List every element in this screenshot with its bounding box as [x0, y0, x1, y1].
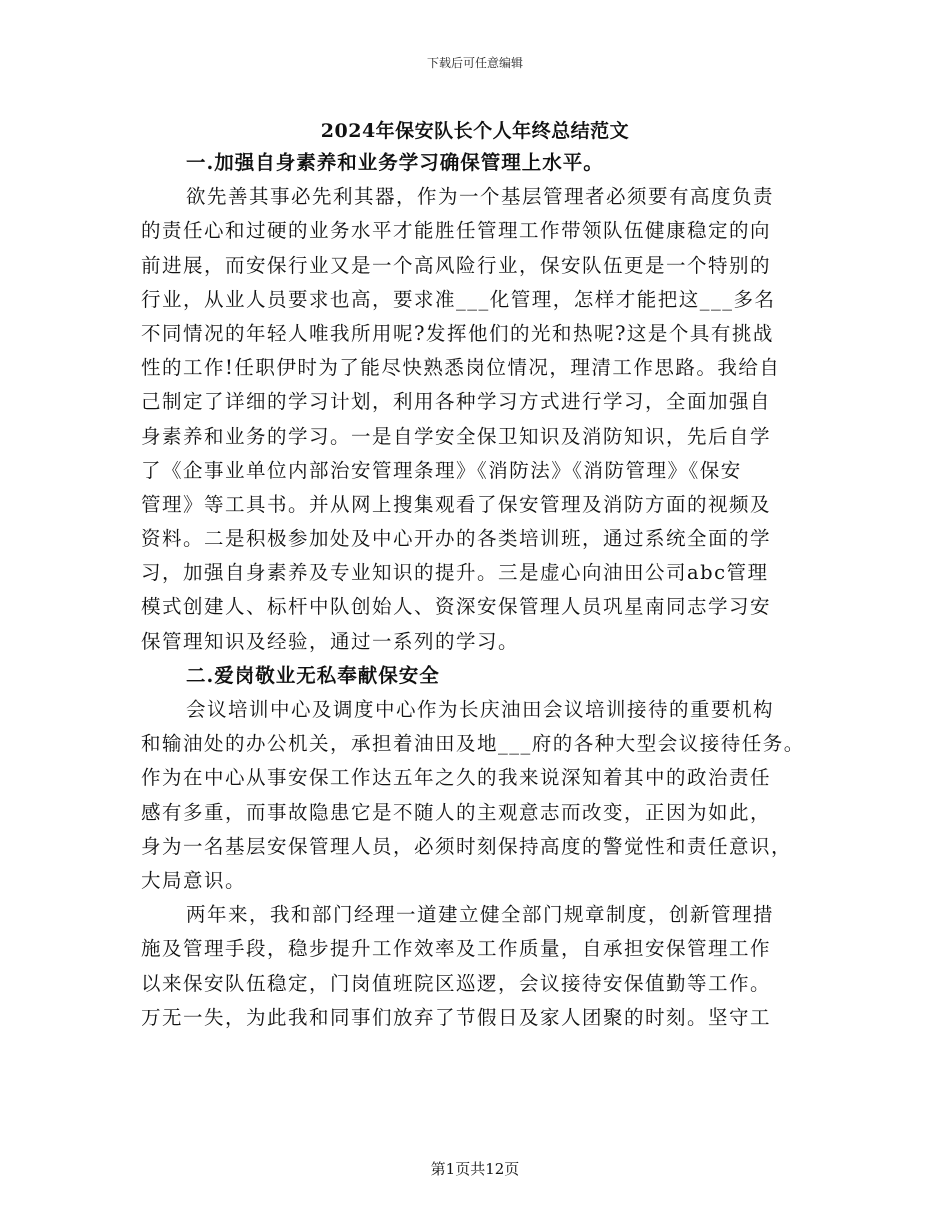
- paragraph-line: 的责任心和过硬的业务水平才能胜任管理工作带领队伍健康稳定的向: [141, 219, 772, 243]
- paragraph-line: 己制定了详细的学习计划，利用各种学习方式进行学习，全面加强自: [141, 390, 772, 414]
- paragraph-line: 万无一失，为此我和同事们放弃了节假日及家人团聚的时刻。坚守工: [141, 1005, 772, 1029]
- paragraph-line: 会议培训中心及调度中心作为长庆油田会议培训接待的重要机构: [186, 698, 775, 721]
- paragraph-line: 感有多重，而事故隐患它是不随人的主观意志而改变，正因为如此，: [141, 800, 772, 824]
- header-note: 下载后可任意编辑: [426, 56, 523, 70]
- paragraph-line: 管理》等工具书。并从网上搜集观看了保安管理及消防方面的视频及: [141, 492, 772, 516]
- paragraph-line: 不同情况的年轻人唯我所用呢?发挥他们的光和热呢?这是个具有挑战: [141, 321, 774, 345]
- document-body: [141, 146, 821, 1035]
- document-title: 2024年保安队长个人年终总结范文: [320, 120, 630, 142]
- paragraph-line: 欲先善其事必先利其器，作为一个基层管理者必须要有高度负责: [186, 185, 775, 209]
- paragraph-line: 保管理知识及经验，通过一系列的学习。: [141, 629, 520, 653]
- paragraph-line: 资料。二是积极参加处及中心开办的各类培训班，通过系统全面的学: [141, 527, 772, 551]
- section-heading: 一.加强自身素养和业务学习确保管理上水平。: [186, 151, 604, 174]
- paragraph-line: 施及管理手段，稳步提升工作效率及工作质量，自承担安保管理工作: [141, 937, 772, 961]
- paragraph-line: 身为一名基层安保管理人员，必须时刻保持高度的警觉性和责任意识，: [141, 834, 793, 858]
- paragraph-line: 模式创建人、标杆中队创始人、资深安保管理人员巩星南同志学习安: [141, 595, 772, 619]
- paragraph-line: 以来保安队伍稳定，门岗值班院区巡逻，会议接待安保值勤等工作。: [141, 971, 772, 995]
- paragraph-line: 大局意识。: [141, 868, 247, 892]
- paragraph-line: 两年来，我和部门经理一道建立健全部门规章制度，创新管理措: [186, 903, 775, 927]
- paragraph-line: 身素养和业务的学习。一是自学安全保卫知识及消防知识，先后自学: [141, 424, 772, 448]
- page-footer: 第1页共12页: [430, 1160, 520, 1178]
- paragraph-line: 性的工作!任职伊时为了能尽快熟悉岗位情况，理清工作思路。我给自: [141, 356, 781, 380]
- paragraph-line: 前进展，而安保行业又是一个高风险行业，保安队伍更是一个特别的: [141, 253, 772, 277]
- paragraph-line: 了《企事业单位内部治安管理条理》《消防法》《消防管理》《保安: [141, 458, 742, 482]
- paragraph-line: 和输油处的办公机关，承担着油田及地___府的各种大型会议接待任务。: [141, 732, 805, 756]
- paragraph-line: 习，加强自身素养及专业知识的提升。三是虚心向油田公司abc管理: [141, 561, 769, 585]
- paragraph-line: 行业，从业人员要求也高，要求准___化管理，怎样才能把这___多名: [141, 287, 776, 311]
- section-heading: 二.爱岗敬业无私奉献保安全: [186, 663, 440, 687]
- paragraph-line: 作为在中心从事安保工作达五年之久的我来说深知着其中的政治责任: [141, 766, 772, 790]
